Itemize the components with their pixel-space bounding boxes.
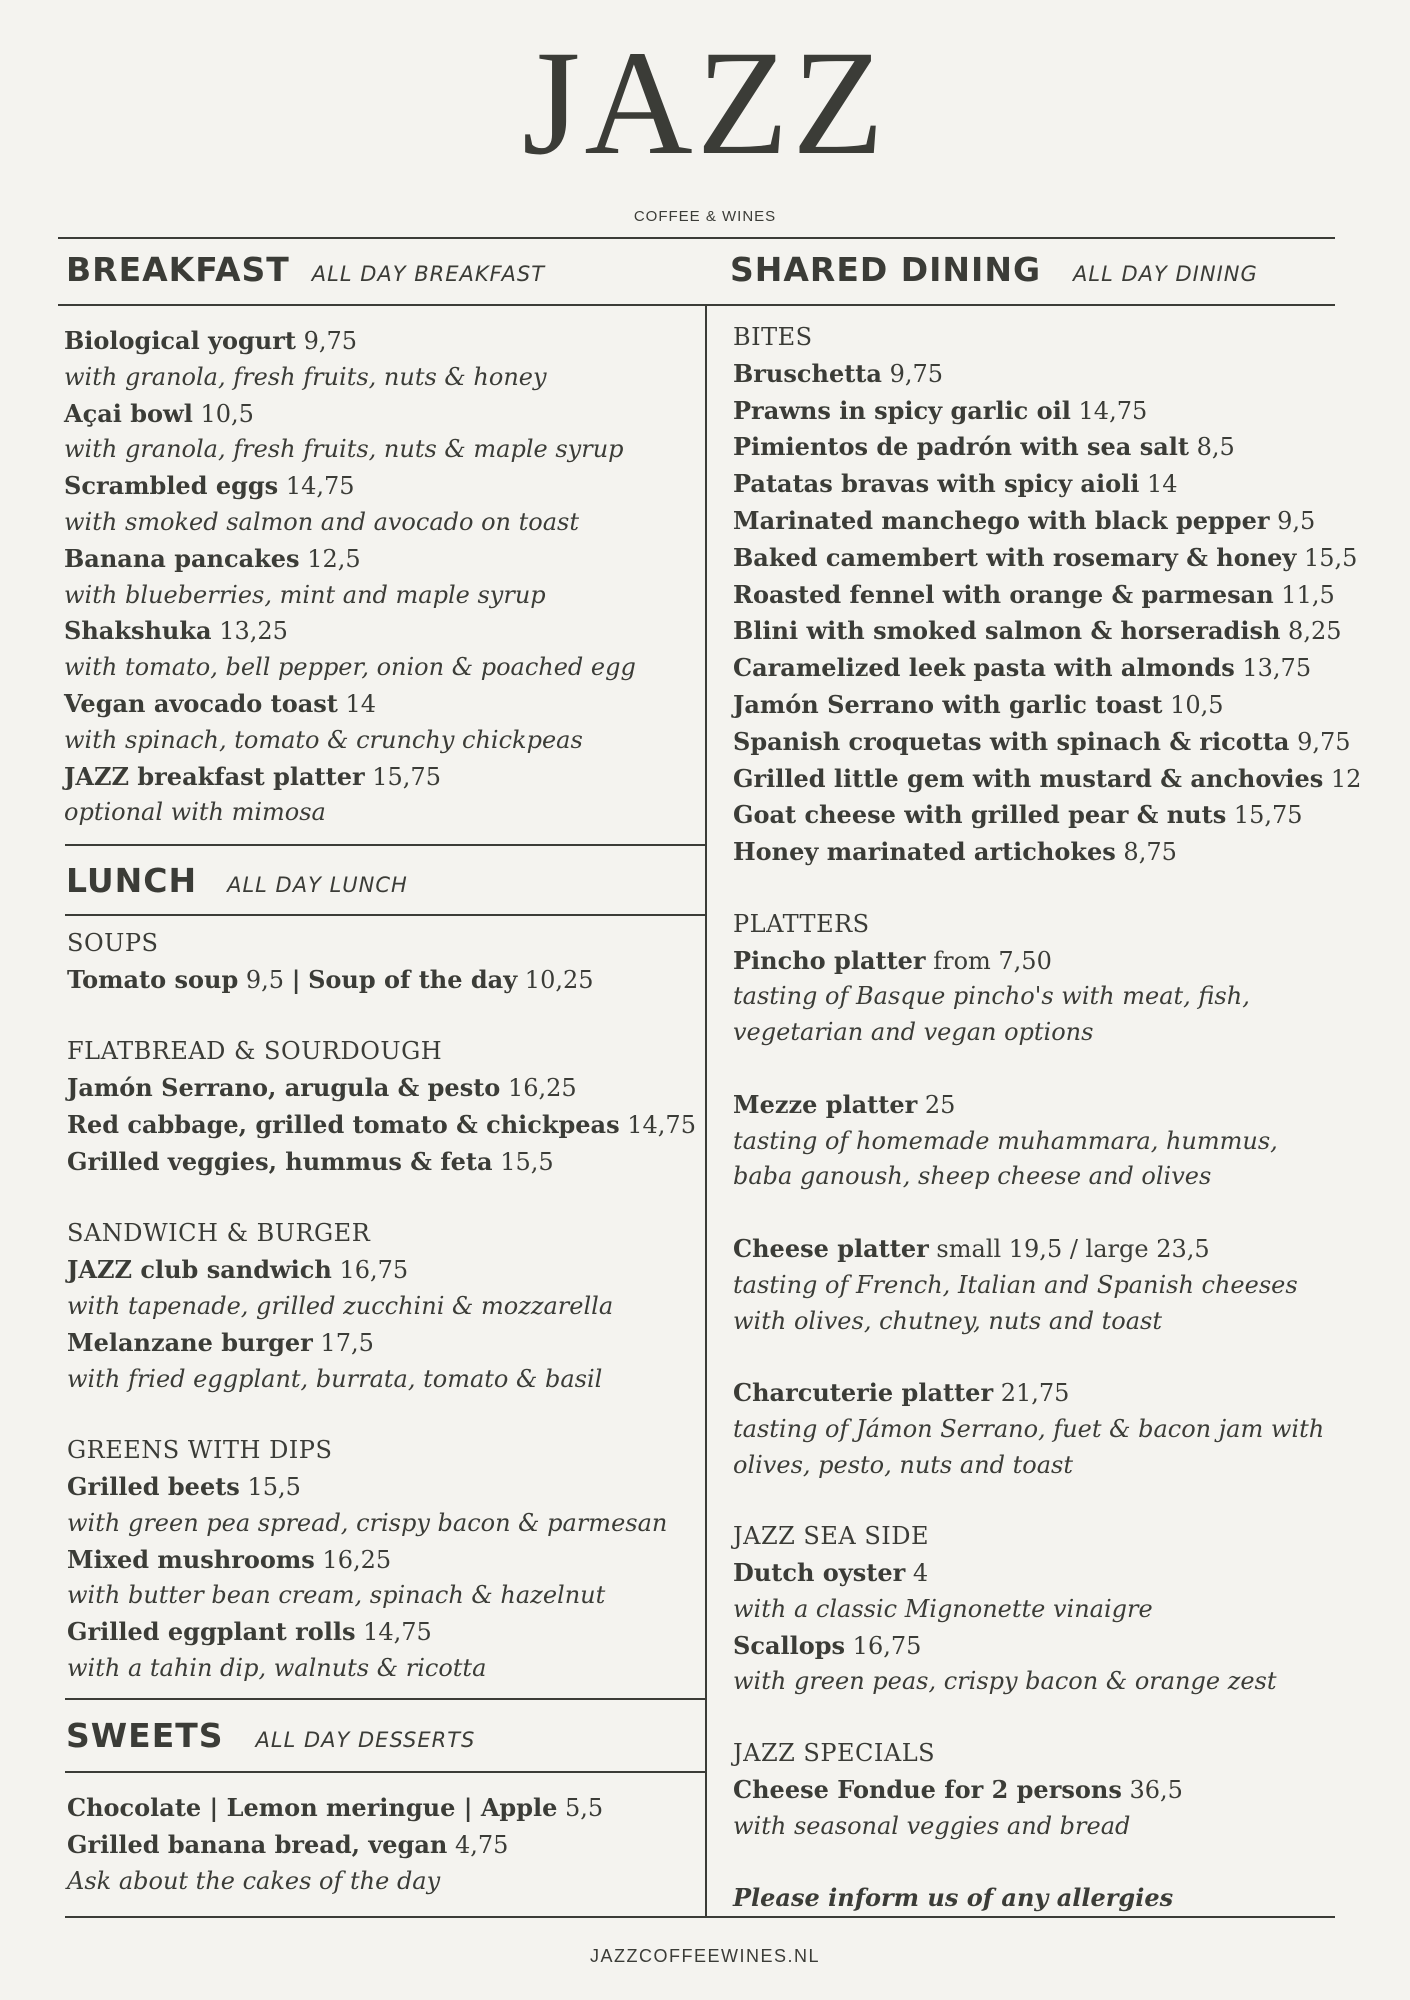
item-description: Ask about the cakes of the day: [67, 1866, 441, 1895]
item-name: Chocolate | Lemon meringue | Apple: [67, 1793, 558, 1822]
allergy-note-text: Please inform us of any allergies: [733, 1883, 1174, 1913]
sweets-subtitle: ALL DAY DESSERTS: [255, 1728, 476, 1752]
item-price: 12,5: [307, 544, 361, 573]
menu-item: [67, 1107, 696, 1144]
item-price: 15,75: [1233, 801, 1303, 830]
item-price: 15,75: [372, 762, 441, 791]
menu-item: [733, 466, 1361, 503]
breakfast-title: BREAKFAST: [66, 250, 290, 289]
item-price: 11,5: [1281, 580, 1335, 609]
menu-item: [733, 393, 1361, 430]
logo-tagline: COFFEE & WINES: [633, 208, 777, 225]
item-description: with seasonal veggies and bread: [733, 1811, 1131, 1840]
item-description: with olives, chutney, nuts and toast: [733, 1306, 1162, 1335]
item-name: Cheese platter: [733, 1233, 929, 1263]
menu-item: [733, 1555, 1361, 1592]
item-name: Melanzane burger: [67, 1327, 313, 1357]
item-price: 14,75: [285, 472, 355, 501]
breakfast-header: [66, 250, 545, 289]
item-name: Honey marinated artichokes: [733, 837, 1116, 867]
category-label: SANDWICH & BURGER: [67, 1219, 371, 1248]
sweets-title: SWEETS: [66, 1716, 224, 1755]
item-name: JAZZ breakfast platter: [64, 761, 365, 791]
allergy-note: [733, 1880, 1361, 1917]
breakfast-subtitle: ALL DAY BREAKFAST: [311, 262, 546, 286]
item-name: Jamón Serrano, arugula & pesto: [67, 1073, 501, 1103]
item-name: Prawns in spicy garlic oil: [733, 395, 1071, 425]
item-name: Bruschetta: [733, 358, 882, 388]
item-name: Vegan avocado toast: [64, 688, 338, 718]
item-price: 16,75: [339, 1256, 409, 1285]
item-name: JAZZ club sandwich: [67, 1255, 332, 1285]
menu-item: [733, 1375, 1361, 1412]
item-name: Roasted fennel with orange & parmesan: [733, 579, 1274, 609]
item-price: 8,5: [1196, 433, 1235, 462]
category-label: FLATBREAD & SOURDOUGH: [67, 1037, 443, 1066]
lunch-header: [66, 861, 408, 900]
breakfast-list: [64, 323, 636, 831]
menu-item: [733, 1231, 1361, 1268]
menu-item: [67, 1790, 603, 1827]
item-price: 5,5: [565, 1794, 604, 1822]
item-description: with butter bean cream, spinach & hazelnut: [67, 1581, 606, 1610]
item-description: baba ganoush, sheep cheese and olives: [733, 1162, 1212, 1191]
menu-item: [67, 1614, 696, 1651]
item-description: with spinach, tomato & crunchy chickpeas: [64, 725, 583, 754]
item-price: 4: [912, 1559, 929, 1588]
menu-item: [733, 834, 1361, 871]
item-price: from 7,50: [933, 946, 1052, 975]
item-name: Açai bowl: [64, 398, 193, 428]
menu-item: [733, 503, 1361, 540]
sweets-header: [66, 1716, 475, 1755]
menu-item: [64, 396, 636, 433]
lunch-list: [67, 926, 696, 1687]
item-name: Patatas bravas with spicy aioli: [733, 469, 1140, 499]
item-price: 14,75: [627, 1110, 696, 1139]
item-price: 13,25: [219, 617, 288, 646]
category-label: BITES: [733, 323, 813, 351]
category-label: JAZZ SEA SIDE: [733, 1522, 930, 1551]
menu-item: [67, 1542, 696, 1579]
item-price: 36,5: [1129, 1775, 1183, 1804]
item-description: with tapenade, grilled zucchini & mozzarella: [67, 1291, 614, 1320]
item-price: 14,75: [363, 1618, 432, 1647]
item-price: 25: [924, 1090, 956, 1119]
website-link[interactable]: JAZZCOFFEEWINES.NL: [589, 1946, 820, 1966]
menu-item: [67, 1469, 696, 1506]
lunch-title: LUNCH: [66, 861, 198, 900]
item-name: Cheese Fondue for 2 persons: [733, 1774, 1122, 1804]
item-price: 9,75: [889, 359, 944, 388]
item-price: 15,5: [247, 1472, 301, 1501]
menu-item: [733, 797, 1361, 834]
item-description: tasting of homemade muhammara, hummus,: [733, 1126, 1278, 1155]
item-price: 17,5: [320, 1328, 374, 1357]
item-price: 14,75: [1078, 396, 1148, 425]
separator: |: [291, 964, 301, 994]
logo-wordmark: JAZZ: [522, 20, 888, 186]
item-description: with granola, fresh fruits, nuts & honey: [64, 362, 547, 391]
item-description: tasting of Basque pincho's with meat, fish,: [733, 982, 1250, 1011]
item-price: 9,5: [245, 965, 285, 994]
item-description: vegetarian and vegan options: [733, 1018, 1094, 1047]
item-name: Scrambled eggs: [64, 471, 279, 501]
menu-item: [733, 761, 1361, 798]
sweets-bottom-divider: [65, 1771, 706, 1773]
item-price: 8,75: [1123, 838, 1177, 867]
item-description: olives, pesto, nuts and toast: [733, 1450, 1073, 1479]
item-name: Banana pancakes: [64, 543, 300, 573]
item-description: with green pea spread, crispy bacon & parmesan: [67, 1508, 668, 1537]
menu-item: [733, 577, 1361, 614]
shared-subtitle: ALL DAY DINING: [1073, 262, 1258, 286]
item-price: 14: [345, 689, 377, 718]
menu-item: [67, 1252, 696, 1289]
item-price: 16,75: [852, 1631, 922, 1660]
item-description: with tomato, bell pepper, onion & poached egg: [64, 653, 636, 682]
item-price: 10,5: [1170, 690, 1224, 719]
category-label: GREENS WITH DIPS: [67, 1436, 333, 1465]
menu-item: [67, 1070, 696, 1107]
shared-title: SHARED DINING: [730, 250, 1042, 289]
item-price: 10,5: [200, 399, 254, 428]
sweets-list: [67, 1790, 603, 1899]
item-name: Shakshuka: [64, 616, 212, 646]
category-label: JAZZ SPECIALS: [733, 1739, 936, 1768]
sweets-top-divider: [65, 1698, 706, 1700]
menu-item: [64, 613, 636, 650]
menu-item: [64, 468, 636, 505]
header-divider: [58, 304, 1335, 306]
menu-item: [733, 687, 1361, 724]
menu-item: [733, 1772, 1361, 1809]
item-price: 21,75: [1000, 1379, 1070, 1408]
item-name: Grilled banana bread, vegan: [67, 1829, 448, 1859]
item-name: Blini with smoked salmon & horseradish: [733, 616, 1281, 646]
item-price: 16,25: [507, 1074, 577, 1103]
item-name: Grilled veggies, hummus & feta: [67, 1146, 493, 1176]
item-name: Grilled eggplant rolls: [67, 1617, 356, 1647]
item-description: with green peas, crispy bacon & orange zest: [733, 1667, 1277, 1696]
item-price: 9,75: [1297, 727, 1351, 756]
category-label: SOUPS: [67, 929, 159, 957]
menu-item: [64, 323, 636, 360]
item-price: 14: [1146, 470, 1178, 499]
menu-item: [67, 1325, 696, 1362]
item-description: with smoked salmon and avocado on toast: [64, 507, 579, 536]
menu-item: [64, 759, 636, 796]
item-name: Baked camembert with rosemary & honey: [733, 542, 1297, 572]
item-name: Mixed mushrooms: [67, 1544, 315, 1574]
menu-item: [67, 1144, 696, 1181]
menu-item: [733, 540, 1361, 577]
column-divider: [705, 304, 707, 1918]
item-description: tasting of French, Italian and Spanish cheeses: [733, 1270, 1298, 1299]
item-price: small 19,5 / large 23,5: [936, 1234, 1210, 1263]
item-name: Caramelized leek pasta with almonds: [733, 653, 1235, 683]
item-price: 9,5: [1277, 506, 1316, 535]
category-label: PLATTERS: [733, 909, 870, 938]
top-divider: [58, 237, 1335, 239]
menu-item: [733, 356, 1361, 393]
item-price: 10,25: [524, 965, 594, 994]
menu-item: [733, 943, 1361, 980]
item-description: with fried eggplant, burrata, tomato & basil: [67, 1364, 603, 1393]
shared-header: [730, 250, 1258, 289]
item-name: Soup of the day: [308, 964, 518, 994]
item-price: 8,25: [1288, 617, 1342, 646]
item-name: Jamón Serrano with garlic toast: [733, 689, 1163, 719]
item-price: 4,75: [454, 1830, 509, 1859]
item-name: Grilled little gem with mustard & anchovies: [733, 763, 1324, 793]
logo: [0, 20, 1410, 225]
item-description: optional with mimosa: [64, 798, 326, 827]
item-price: 15,5: [500, 1147, 554, 1176]
item-name: Biological yogurt: [64, 326, 296, 355]
item-name: Red cabbage, grilled tomato & chickpeas: [67, 1109, 620, 1139]
item-description: tasting of Jámon Serrano, fuet & bacon jam with: [733, 1414, 1325, 1443]
item-price: 15,5: [1304, 543, 1358, 572]
item-name: Pincho platter: [733, 945, 926, 975]
item-name: Pimientos de padrón with sea salt: [733, 432, 1189, 462]
item-price: 12: [1330, 764, 1362, 793]
item-name: Tomato soup: [67, 964, 239, 994]
menu-item: [733, 1628, 1361, 1665]
item-description: with granola, fresh fruits, nuts & maple syrup: [64, 435, 624, 464]
item-name: Grilled beets: [67, 1471, 240, 1501]
item-name: Goat cheese with grilled pear & nuts: [733, 800, 1227, 830]
lunch-top-divider: [65, 844, 706, 846]
item-description: with a tahin dip, walnuts & ricotta: [67, 1653, 487, 1682]
menu-item: [67, 1827, 603, 1864]
menu-item: [733, 1087, 1361, 1124]
item-name: Scallops: [733, 1630, 846, 1660]
item-name: Dutch oyster: [733, 1558, 906, 1588]
menu-item: [733, 650, 1361, 687]
item-price: 13,75: [1242, 654, 1312, 683]
menu-item: [733, 613, 1361, 650]
shared-list: [733, 320, 1361, 1917]
item-name: Charcuterie platter: [733, 1378, 994, 1408]
menu-item: [733, 724, 1361, 761]
menu-item: [67, 962, 696, 999]
item-price: 16,25: [322, 1545, 392, 1574]
item-description: with a classic Mignonette vinaigre: [733, 1594, 1153, 1623]
menu-item: [64, 541, 636, 578]
lunch-subtitle: ALL DAY LUNCH: [227, 873, 408, 897]
menu-item: [64, 686, 636, 723]
item-description: with blueberries, mint and maple syrup: [64, 580, 546, 609]
lunch-bottom-divider: [65, 914, 706, 916]
item-price: 9,75: [303, 327, 358, 355]
item-name: Mezze platter: [733, 1089, 918, 1119]
item-name: Spanish croquetas with spinach & ricotta: [733, 726, 1290, 756]
menu-item: [733, 429, 1361, 466]
item-name: Marinated manchego with black pepper: [733, 505, 1270, 535]
